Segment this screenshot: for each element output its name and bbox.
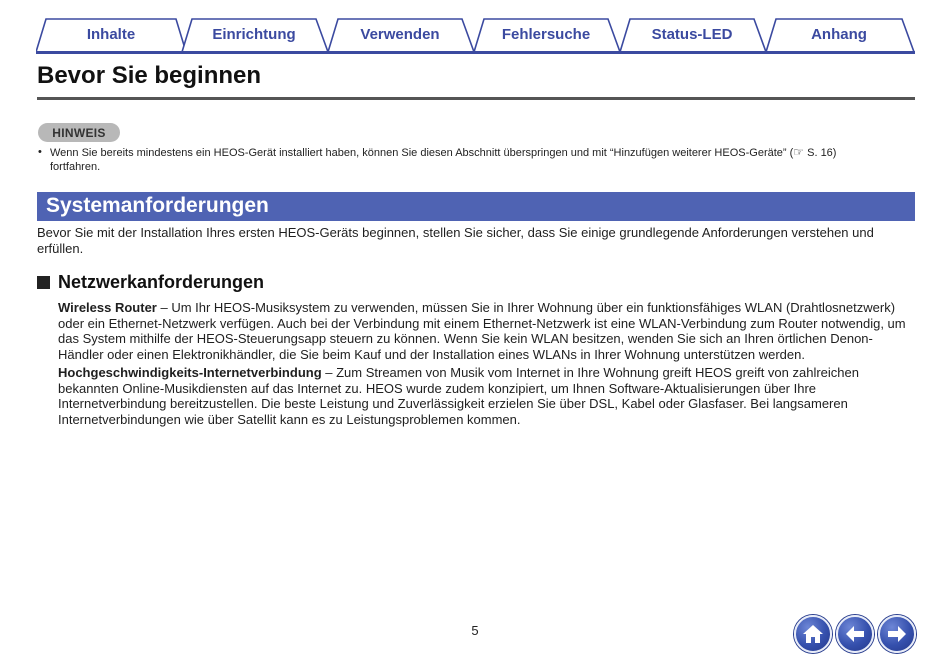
page-reference-icon[interactable]: ☞: [793, 145, 805, 159]
tab-anhang[interactable]: Anhang: [811, 25, 867, 43]
note-badge: HINWEIS: [38, 123, 120, 142]
paragraph-wireless-router: [58, 300, 914, 362]
square-icon: [37, 276, 50, 289]
note-text: [38, 145, 878, 174]
arrow-right-icon: [885, 622, 909, 646]
note-text-after: S. 16) fortfahren.: [50, 147, 837, 173]
home-icon: [801, 622, 825, 646]
note-item: [38, 145, 878, 174]
section-header: [37, 192, 915, 221]
paragraph-term: Hochgeschwindigkeits-Internetverbindung: [58, 365, 322, 380]
section-intro: Bevor Sie mit der Installation Ihres ersten HEOS-Geräts beginnen, stellen Sie sicher, dass Sie einige grundlegende Anforderungen verstehen und erfüllen.: [37, 225, 874, 256]
chapter-tab-bar: [36, 18, 915, 54]
tab-inhalte[interactable]: Inhalte: [86, 25, 136, 43]
title-divider: [37, 97, 915, 100]
forward-button[interactable]: [878, 615, 916, 653]
page-number: 5: [471, 623, 479, 638]
page-title: Bevor Sie beginnen: [37, 62, 262, 89]
paragraph-text: – Um Ihr HEOS-Musiksystem zu verwenden, müssen Sie in Ihrer Wohnung über ein funktionsfähiges WLAN (Drahtlosnetzwerk) oder ein Ethernet-Netzwerk verfügen. Auch bei der Verbindung mit einem Ethernet-Netzwerk ist eine WLAN-Verbindung zum Router notwendig, um das System mithilfe der HEOS-Steuerungsapp steuern zu können. Wenn Sie kein WLAN besitzen, wenden Sie sich an Ihren örtlichen Denon-Händler oder einen Elektronikhändler, die Sie beim Kauf und der Installation eines WLANs in Ihrer Wohnung unterstützen werden.: [58, 300, 906, 362]
tab-einrichtung[interactable]: Einrichtung: [212, 25, 296, 43]
note-text-before: Wenn Sie bereits mindestens ein HEOS-Gerät installiert haben, können Sie diesen Abschnitt überspringen und mit “Hinzufügen weiterer HEOS-Geräte” (: [50, 147, 794, 159]
paragraph-text: – Zum Streamen von Musik vom Internet in Ihre Wohnung greift HEOS greift von zahlreichen bekannten Online-Musikdiensten auf das Internet zu. HEOS wurde zudem konzipiert, um Ihnen Software-Aktualisierungen über Ihre Internetverbindung bereitzustellen. Die beste Leistung und Zuverlässigkeit erzielen Sie über DSL, Kabel oder Glasfaser. Bei langsameren Internetverbindungen wie über Satellit kann es zu Leistungsproblemen kommen.: [58, 365, 859, 427]
tab-underline: [36, 51, 915, 54]
section-title: Systemanforderungen: [46, 194, 269, 217]
tab-verwenden[interactable]: Verwenden: [360, 25, 440, 43]
tab-fehlersuche[interactable]: Fehlersuche: [501, 25, 591, 43]
subsection-title: Netzwerkanforderungen: [58, 272, 265, 292]
subsection-heading: [37, 272, 264, 293]
note-bullet: •: [38, 146, 42, 158]
paragraph-term: Wireless Router: [58, 300, 157, 315]
tab-status-led[interactable]: Status-LED: [651, 25, 733, 43]
home-button[interactable]: [794, 615, 832, 653]
arrow-left-icon: [843, 622, 867, 646]
back-button[interactable]: [836, 615, 874, 653]
paragraph-internet-connection: [58, 365, 914, 427]
